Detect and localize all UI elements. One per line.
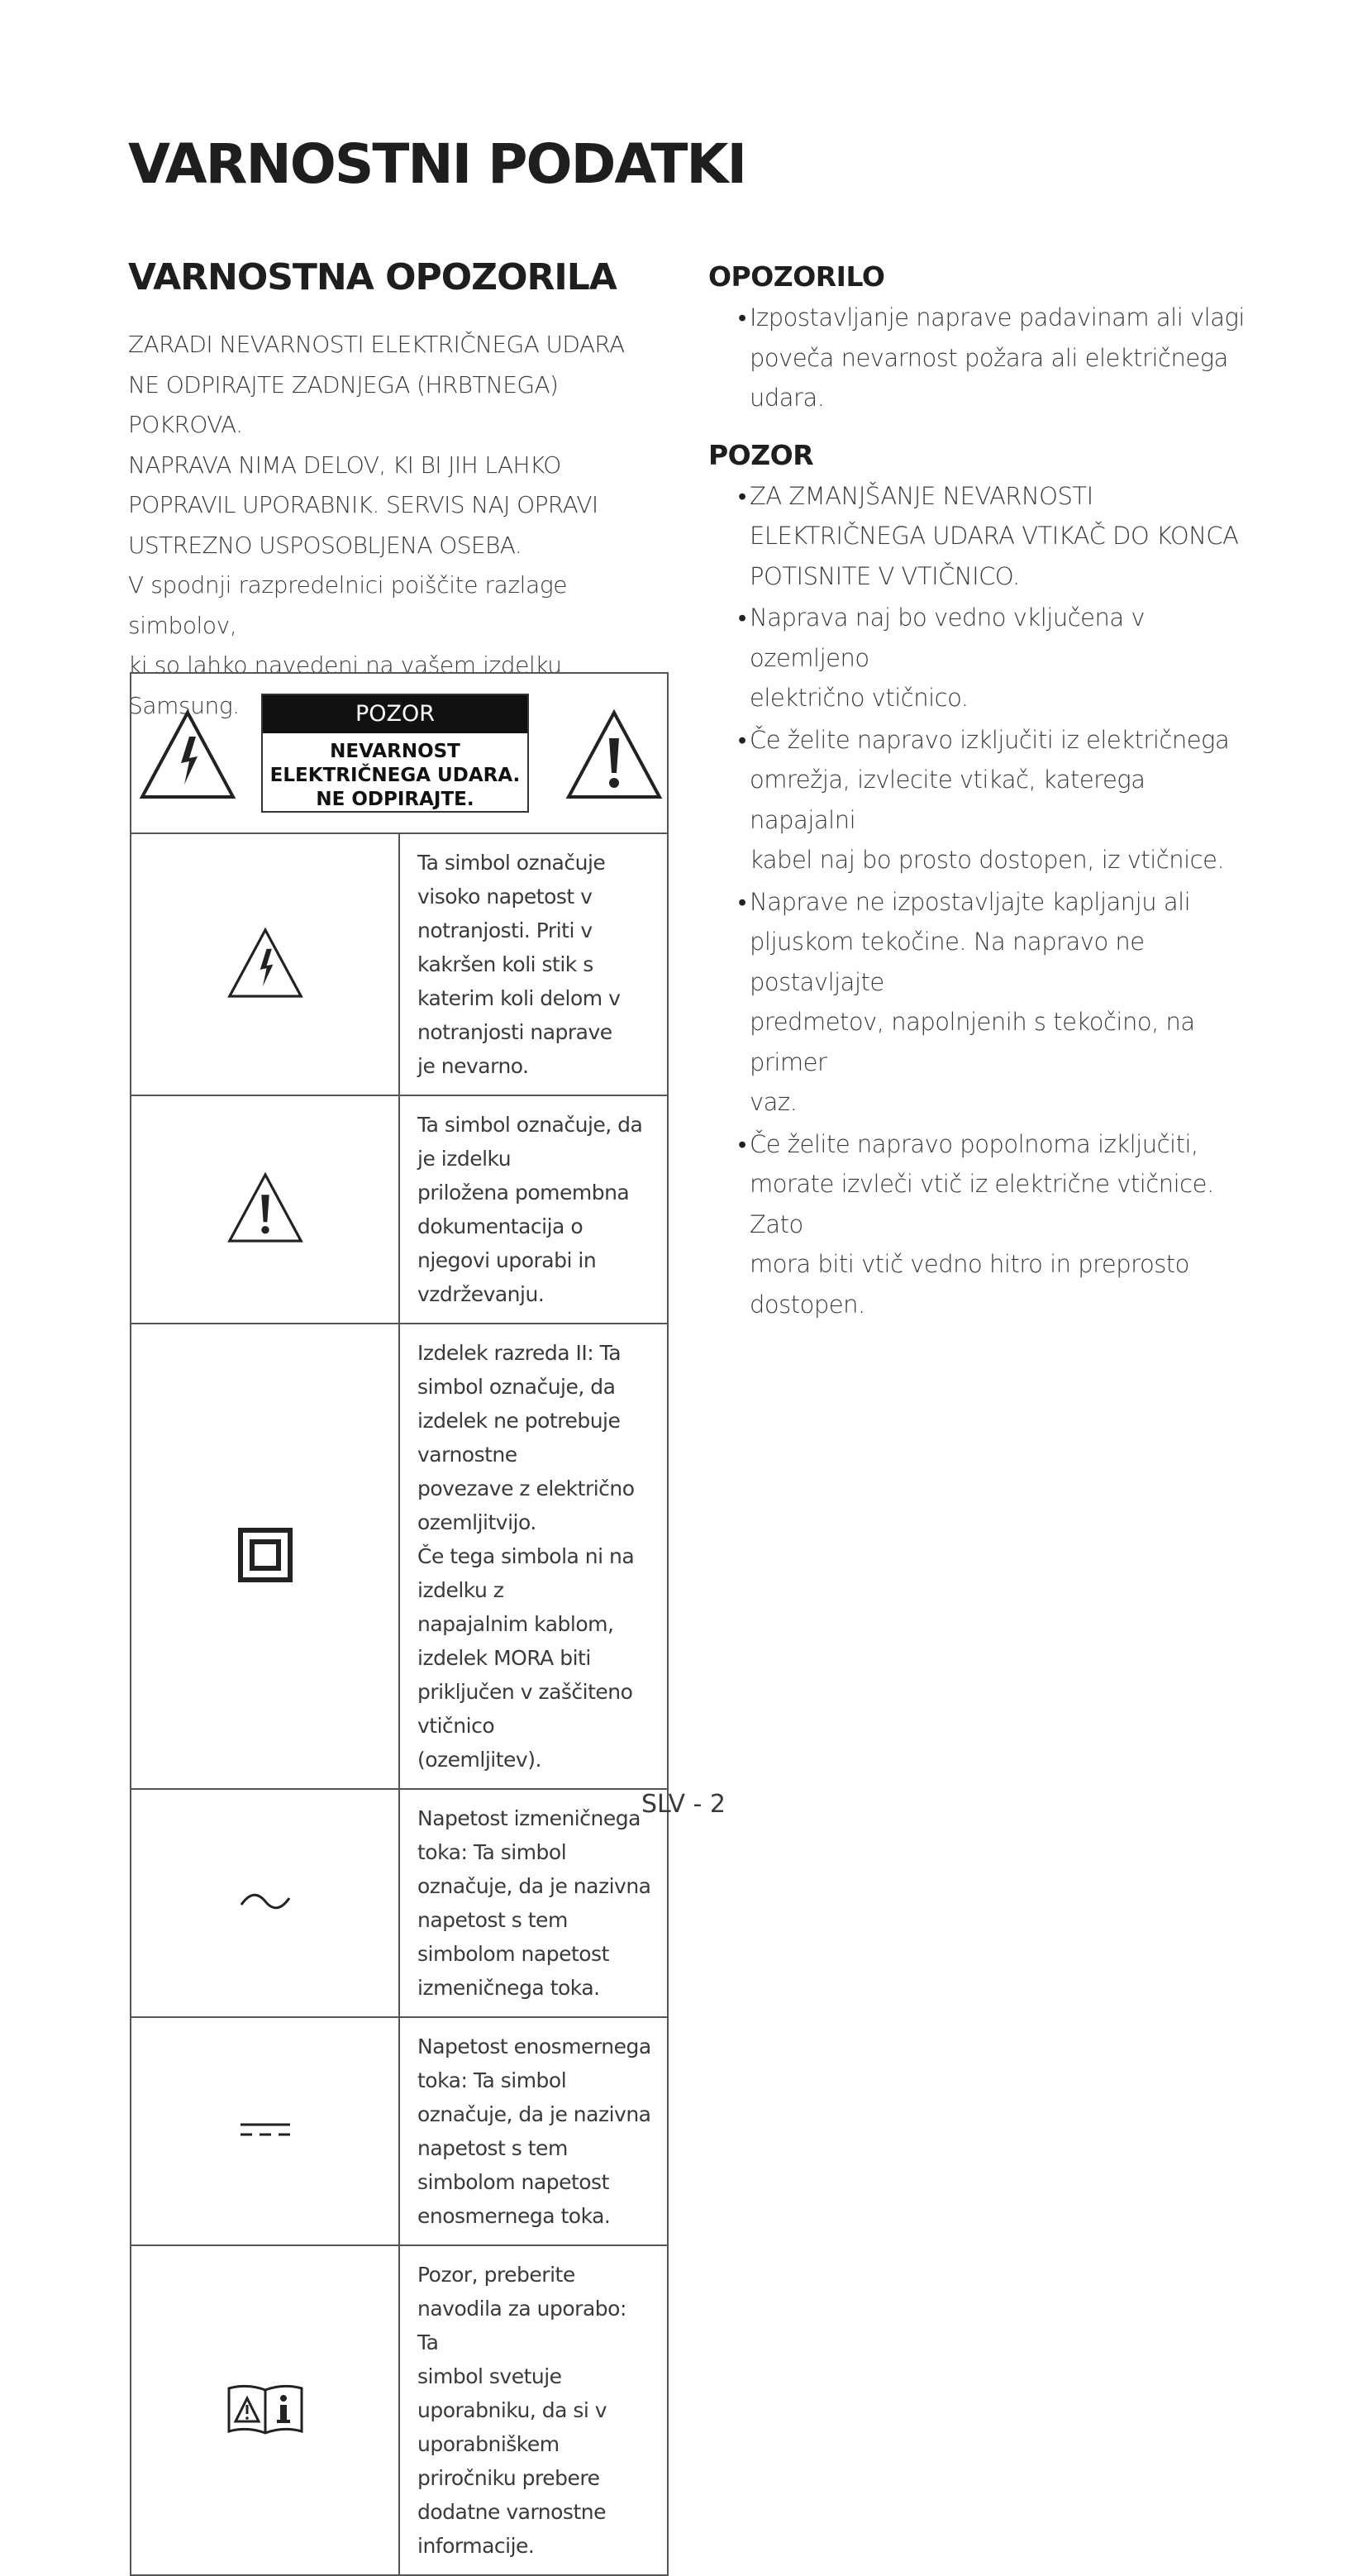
symbol-icon-cell <box>131 1789 399 2017</box>
symbol-icon-cell <box>131 2017 399 2245</box>
dc-lines-icon <box>239 2120 292 2140</box>
list-item <box>750 1124 1254 1325</box>
symbol-icon-cell <box>131 833 399 1095</box>
intro-line: USTREZNO USPOSOBLJENA OSEBA. <box>128 531 522 559</box>
table-row <box>131 833 668 1095</box>
list-line: poveča nevarnost požara ali električnega <box>750 343 1228 372</box>
exclamation-triangle-icon <box>226 1171 305 1244</box>
symbol-description <box>399 1324 668 1789</box>
list-line: Naprave ne izpostavljajte kapljanju ali <box>750 887 1191 916</box>
list-line: dostopen. <box>750 1290 865 1319</box>
warning-label-line: NEVARNOST <box>330 741 460 762</box>
description-line: simbol svetuje uporabniku, da si v <box>417 2364 607 2422</box>
description-line: katerim koli delom v notranjosti naprave <box>417 986 621 1044</box>
description-line: Pozor, preberite navodila za uporabo: Ta <box>417 2263 626 2354</box>
description-line: uporabniškem priročniku prebere <box>417 2432 600 2490</box>
description-line: (ozemljitev). <box>417 1748 541 1772</box>
list-line: predmetov, napolnjenih s tekočino, na primer <box>750 1008 1195 1076</box>
intro-line: NAPRAVA NIMA DELOV, KI BI JIH LAHKO <box>128 451 561 479</box>
list-line: udara. <box>750 384 825 412</box>
warning-label-cell <box>131 673 668 833</box>
description-line: njegovi uporabi in vzdrževanju. <box>417 1248 597 1306</box>
list-line: ELEKTRIČNEGA UDARA VTIKAČ DO KONCA <box>750 522 1239 550</box>
list-item <box>750 720 1254 880</box>
opozorilo-title: OPOZORILO <box>708 260 885 293</box>
warning-label-line: ELEKTRIČNEGA UDARA. <box>269 765 521 786</box>
manual-info-icon <box>226 2382 305 2436</box>
description-line: izdelek ne potrebuje varnostne <box>417 1409 621 1467</box>
list-line: vaz. <box>750 1088 798 1116</box>
list-line: mora biti vtič vedno hitro in preprosto <box>750 1250 1189 1278</box>
description-line: povezave z električno ozemljitvijo. <box>417 1476 635 1534</box>
intro-line: NE ODPIRAJTE ZADNJEGA (HRBTNEGA) <box>128 370 559 398</box>
list-line: Izpostavljanje naprave padavinam ali vlagi <box>750 303 1245 332</box>
symbol-icon-cell <box>131 2245 399 2575</box>
intro-line: V spodnji razpredelnici poiščite razlage simbolov, <box>128 571 568 639</box>
pozor-list <box>708 476 1254 1325</box>
warning-label-header: POZOR <box>263 695 527 733</box>
description-line: Ta simbol označuje visoko napetost v <box>417 851 606 909</box>
exclamation-triangle-icon <box>564 708 664 801</box>
table-row <box>131 1324 668 1789</box>
list-line: Naprava naj bo vedno vključena v ozemljeno <box>750 603 1146 672</box>
symbol-description <box>399 2017 668 2245</box>
description-line: Ta simbol označuje, da je izdelku <box>417 1113 643 1171</box>
list-item <box>750 298 1254 418</box>
right-column <box>708 256 1254 1341</box>
warning-label-body <box>263 733 527 812</box>
description-line: označuje, da je nazivna napetost s tem <box>417 1874 651 1932</box>
list-line: morate izvleči vtič iz električne vtičnice. Zato <box>750 1170 1214 1238</box>
table-row <box>131 1789 668 2017</box>
description-line: dodatne varnostne informacije. <box>417 2500 606 2558</box>
list-line: Če želite napravo popolnoma izključiti, <box>750 1129 1198 1158</box>
table-row <box>131 2245 668 2575</box>
lightning-triangle-icon <box>226 927 305 999</box>
page-number: SLV - 2 <box>641 1790 726 1819</box>
symbol-description <box>399 833 668 1095</box>
table-header-row <box>131 673 668 833</box>
list-line: ZA ZMANJŠANJE NEVARNOSTI <box>750 481 1093 510</box>
list-line: omrežja, izvlecite vtikač, katerega napajalni <box>750 766 1146 834</box>
description-line: simbolom napetost enosmernega toka. <box>417 2170 611 2228</box>
opozorilo-list <box>708 298 1254 418</box>
list-line: POTISNITE V VTIČNICO. <box>750 561 1020 590</box>
description-line: Napetost izmeničnega toka: Ta simbol <box>417 1806 641 1864</box>
left-column <box>128 256 665 726</box>
list-line: pljuskom tekočine. Na napravo ne postavljajte <box>750 928 1145 996</box>
lightning-triangle-icon <box>138 708 237 801</box>
intro-line: POPRAVIL UPORABNIK. SERVIS NAJ OPRAVI <box>128 491 598 518</box>
description-line: Če tega simbola ni na izdelku z <box>417 1544 635 1602</box>
symbol-icon-cell <box>131 1095 399 1324</box>
symbol-description <box>399 1789 668 2017</box>
description-line: napajalnim kablom, izdelek MORA biti <box>417 1612 614 1670</box>
warning-label <box>261 694 529 813</box>
list-line: kabel naj bo prosto dostopen, iz vtičnice. <box>750 846 1225 874</box>
description-line: Izdelek razreda II: Ta simbol označuje, da <box>417 1341 622 1399</box>
list-item <box>750 476 1254 597</box>
description-line: označuje, da je nazivna napetost s tem <box>417 2102 651 2160</box>
symbol-description <box>399 2245 668 2575</box>
ac-tilde-icon <box>239 1891 292 1911</box>
description-line: Napetost enosmernega toka: Ta simbol <box>417 2035 651 2092</box>
list-line: Če želite napravo izključiti iz električnega <box>750 725 1230 754</box>
section-title: VARNOSTNA OPOZORILA <box>128 256 617 298</box>
description-line: priključen v zaščiteno vtičnico <box>417 1680 633 1738</box>
table-row <box>131 2017 668 2245</box>
list-line: električno vtičnico. <box>750 684 969 712</box>
pozor-title: POZOR <box>708 438 814 471</box>
symbol-icon-cell <box>131 1324 399 1789</box>
intro-line: POKROVA. <box>128 411 243 438</box>
symbol-table <box>130 672 669 2576</box>
list-item <box>750 598 1254 718</box>
intro-text <box>128 325 665 726</box>
list-item <box>750 882 1254 1123</box>
description-line: notranjosti. Priti v kakršen koli stik s <box>417 918 593 976</box>
description-line: priložena pomembna dokumentacija o <box>417 1181 630 1238</box>
intro-line: ZARADI NEVARNOSTI ELEKTRIČNEGA UDARA <box>128 331 625 358</box>
warning-label-line: NE ODPIRAJTE. <box>316 789 474 810</box>
class-ii-double-square-icon <box>238 1528 293 1582</box>
description-line: simbolom napetost izmeničnega toka. <box>417 1942 609 2000</box>
page-title: VARNOSTNI PODATKI <box>128 132 746 196</box>
table-row <box>131 1095 668 1324</box>
intro-line: ki so lahko navedeni na vašem izdelku Samsung. <box>128 651 562 719</box>
description-line: je nevarno. <box>417 1054 529 1078</box>
symbol-description <box>399 1095 668 1324</box>
